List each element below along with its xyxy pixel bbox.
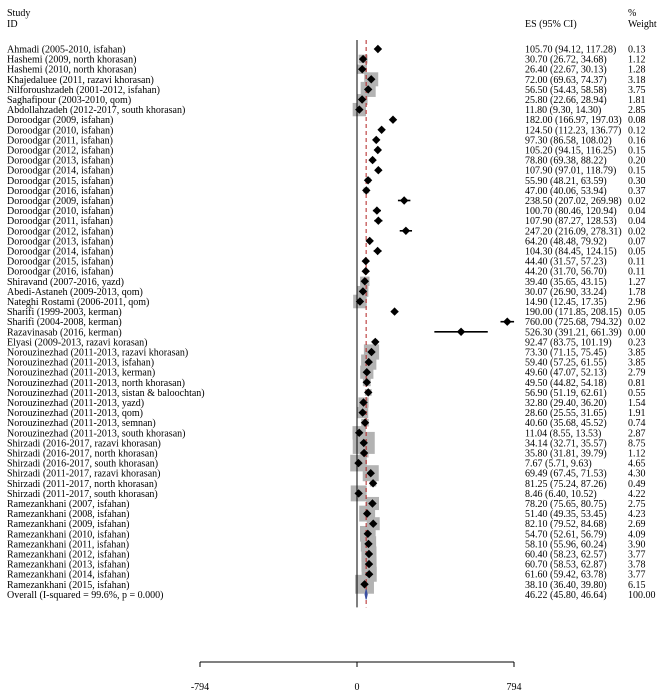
study-weight: 0.13: [628, 44, 646, 56]
x-tick-label: -794: [190, 682, 210, 693]
study-label: Norouzinezhad (2011-2013, kerman): [7, 367, 156, 379]
effect-size-ci: 47.00 (40.06, 53.94): [525, 185, 607, 197]
effect-size-ci: 81.25 (75.24, 87.26): [525, 478, 607, 490]
study-weight: 3.78: [628, 559, 646, 571]
effect-size-ci: 11.04 (8.55, 13.53): [525, 428, 602, 440]
effect-size-ci: 124.50 (112.23, 136.77): [525, 125, 622, 137]
study-label: Elyasi (2009-2013, razavi korasan): [7, 337, 148, 349]
study-weight: 3.75: [628, 84, 646, 96]
study-label: Ramezankhani (2011, isfahan): [7, 539, 130, 551]
study-label: Shiravand (2007-2016, yazd): [7, 276, 124, 288]
study-weight: 0.02: [628, 317, 646, 329]
study-weight: 0.20: [628, 155, 646, 167]
study-label: Doroodgar (2013, isfahan): [7, 236, 114, 248]
estimate-marker: [390, 307, 398, 315]
effect-size-ci: 104.30 (84.45, 124.15): [525, 246, 617, 258]
study-weight: 2.96: [628, 297, 646, 308]
study-weight: 3.77: [628, 549, 646, 561]
study-label: Ahmadi (2005-2010, isfahan): [7, 44, 126, 56]
study-weight: 0.12: [628, 125, 646, 137]
effect-size-ci: 61.60 (59.42, 63.78): [525, 569, 607, 581]
effect-size-ci: 190.00 (171.85, 208.15): [525, 307, 622, 319]
study-label: Doroodgar (2012, isfahan): [7, 145, 114, 157]
study-label: Doroodgar (2016, isfahan): [7, 185, 114, 197]
effect-size-ci: 56.50 (54.43, 58.58): [525, 84, 607, 96]
overall-effect-size-ci: 46.22 (45.80, 46.64): [525, 589, 607, 601]
study-weight: 2.87: [628, 428, 646, 440]
study-label: Norouzinezhad (2011-2013, sistan & baloochtan): [7, 387, 205, 399]
study-weight: 0.30: [628, 175, 646, 187]
estimate-marker: [368, 156, 376, 164]
study-weight: 0.02: [628, 196, 646, 207]
study-weight: 0.00: [628, 327, 646, 339]
study-weight: 2.85: [628, 105, 646, 117]
study-weight: 2.75: [628, 499, 646, 510]
weight-pct-label: %: [628, 8, 637, 19]
study-label: Ramezankhani (2009, isfahan): [7, 519, 130, 531]
estimate-marker: [373, 206, 381, 214]
study-label: Norouzinezhad (2011-2013, yazd): [7, 398, 145, 409]
id-label: ID: [7, 19, 18, 30]
effect-size-ci: 60.70 (58.53, 62.87): [525, 559, 607, 571]
study-weight: 0.05: [628, 307, 646, 319]
estimate-marker: [402, 227, 410, 235]
estimate-marker: [362, 257, 370, 265]
study-label: Sharifi (2004-2008, kerman): [7, 317, 122, 329]
effect-size-ci: 60.40 (58.23, 62.57): [525, 549, 607, 561]
study-weight: 0.02: [628, 226, 646, 238]
estimate-marker: [503, 318, 511, 326]
estimate-marker: [364, 176, 372, 184]
study-weight: 8.75: [628, 438, 646, 450]
effect-size-ci: 8.46 (6.40, 10.52): [525, 488, 597, 500]
study-weight: 0.23: [628, 337, 646, 349]
effect-size-ci: 55.90 (48.21, 63.59): [525, 175, 607, 187]
study-weight: 4.22: [628, 488, 646, 500]
study-label: Norouzinezhad (2011-2013, isfahan): [7, 357, 155, 369]
study-weight: 2.79: [628, 367, 646, 379]
effect-size-ci: 49.60 (47.07, 52.13): [525, 367, 607, 379]
study-weight: 1.12: [628, 448, 646, 460]
study-label: Doroodgar (2014, isfahan): [7, 246, 114, 258]
overall-weight: 100.00: [628, 589, 656, 601]
study-weight: 4.23: [628, 509, 646, 521]
study-weight: 1.81: [628, 95, 646, 106]
study-label: Doroodgar (2012, isfahan): [7, 226, 114, 238]
study-label: Ramezankhani (2015, isfahan): [7, 579, 130, 591]
estimate-marker: [389, 116, 397, 124]
effect-size-ci: 78.20 (75.65, 80.75): [525, 499, 607, 510]
study-label: Ramezankhani (2012, isfahan): [7, 549, 130, 561]
effect-size-ci: 38.10 (36.40, 39.80): [525, 579, 607, 591]
study-label: Doroodgar (2011, isfahan): [7, 135, 113, 147]
study-label: Shirzadi (2011-2017, razavi khorasan): [7, 468, 161, 480]
study-weight: 0.81: [628, 377, 646, 389]
study-label: Razavinasab (2016, kerman): [7, 327, 122, 339]
effect-size-ci: 760.00 (725.68, 794.32): [525, 317, 622, 329]
study-weight: 0.11: [628, 266, 646, 278]
effect-size-ci: 72.00 (69.63, 74.37): [525, 74, 607, 86]
estimate-marker: [374, 146, 382, 154]
study-label: Shirzadi (2011-2017, south khorasan): [7, 488, 158, 500]
x-tick-label: 0: [354, 682, 360, 693]
study-label: Hashemi (2010, north khorasan): [7, 64, 137, 76]
effect-size-ci: 32.80 (29.40, 36.20): [525, 398, 607, 409]
study-label: Study: [7, 8, 31, 19]
study-label: Doroodgar (2009, isfahan): [7, 196, 114, 207]
study-label: Abdollahzadeh (2012-2017, south khorasan): [7, 105, 186, 117]
study-weight: 1.27: [628, 276, 646, 288]
effect-size-ci: 64.20 (48.48, 79.92): [525, 236, 607, 248]
effect-size-ci: 78.80 (69.38, 88.22): [525, 155, 607, 167]
study-label: Ramezankhani (2013, isfahan): [7, 559, 130, 571]
effect-size-ci: 107.90 (97.01, 118.79): [525, 165, 617, 177]
effect-size-ci: 30.70 (26.72, 34.68): [525, 54, 607, 66]
effect-size-ci: 107.90 (87.27, 128.53): [525, 216, 617, 228]
study-label: Saghafipour (2003-2010, qom): [7, 95, 132, 106]
estimate-marker: [377, 126, 385, 134]
weight-boxes: [350, 47, 509, 594]
weight-label: Weight: [628, 19, 657, 30]
effect-size-ci: 56.90 (51.19, 62.61): [525, 387, 607, 399]
study-weight: 1.28: [628, 64, 646, 76]
study-label: Doroodgar (2015, isfahan): [7, 256, 114, 268]
study-weight: 0.05: [628, 246, 646, 258]
study-weight: 0.15: [628, 165, 646, 177]
effect-size-ci: 30.07 (26.90, 33.24): [525, 286, 607, 298]
estimate-marker: [374, 217, 382, 225]
study-label: Shirzadi (2011-2017, north khorasan): [7, 478, 158, 490]
study-label: Sharifi (1999-2003, kerman): [7, 307, 122, 319]
estimate-marker: [365, 237, 373, 245]
study-label: Doroodgar (2013, isfahan): [7, 155, 114, 167]
study-label: Doroodgar (2010, isfahan): [7, 206, 114, 218]
study-label: Ramezankhani (2014, isfahan): [7, 569, 130, 581]
study-label: Norouzinezhad (2011-2013, north khorasan): [7, 377, 185, 389]
study-weight: 1.91: [628, 408, 646, 420]
study-label: Norouzinezhad (2011-2013, semnan): [7, 418, 156, 430]
effect-size-ci: 97.30 (86.58, 108.02): [525, 135, 612, 147]
study-weight: 3.90: [628, 539, 646, 551]
study-weight: 3.77: [628, 569, 646, 581]
study-weight: 2.69: [628, 519, 646, 531]
study-weight: 0.04: [628, 206, 646, 218]
study-weight: 3.85: [628, 347, 646, 359]
es-label: ES (95% CI): [525, 19, 577, 30]
x-tick-label: 794: [506, 682, 522, 693]
overall-diamond: [365, 589, 367, 599]
effect-size-ci: 105.70 (94.12, 117.28): [525, 44, 617, 56]
study-label: Doroodgar (2010, isfahan): [7, 125, 114, 137]
effect-size-ci: 7.67 (5.71, 9.63): [525, 458, 592, 470]
study-label: Khajedaluee (2011, razavi khorasan): [7, 74, 154, 86]
study-weight: 6.15: [628, 579, 646, 591]
effect-size-ci: 34.14 (32.71, 35.57): [525, 438, 607, 450]
effect-size-ci: 11.80 (9.30, 14.30): [525, 105, 602, 117]
estimate-marker: [372, 136, 380, 144]
study-weight: 0.37: [628, 185, 646, 197]
estimate-marker: [374, 166, 382, 174]
study-weight: 4.09: [628, 529, 646, 541]
effect-size-ci: 59.40 (57.25, 61.55): [525, 357, 607, 369]
effect-size-ci: 49.50 (44.82, 54.18): [525, 377, 607, 389]
study-label: Hashemi (2009, north khorasan): [7, 54, 137, 66]
effect-size-ci: 105.20 (94.15, 116.25): [525, 145, 617, 157]
effect-size-ci: 182.00 (166.97, 197.03): [525, 115, 622, 127]
effect-size-ci: 26.40 (22.67, 30.13): [525, 64, 607, 76]
estimate-marker: [362, 186, 370, 194]
study-label: Ramezankhani (2008, isfahan): [7, 509, 130, 521]
study-label: Norouzinezhad (2011-2013, south khorasan): [7, 428, 186, 440]
estimate-marker: [374, 45, 382, 53]
study-weight: 1.78: [628, 286, 646, 298]
effect-size-ci: 92.47 (83.75, 101.19): [525, 337, 612, 349]
study-label: Doroodgar (2015, isfahan): [7, 175, 114, 187]
effect-size-ci: 526.30 (391.21, 661.39): [525, 327, 622, 339]
study-label: Nateghi Rostami (2006-2011, qom): [7, 297, 150, 308]
effect-size-ci: 40.60 (35.68, 45.52): [525, 418, 607, 430]
effect-size-ci: 25.80 (22.66, 28.94): [525, 95, 607, 106]
study-label: Ramezankhani (2007, isfahan): [7, 499, 130, 510]
study-weight: 0.74: [628, 418, 646, 430]
study-label: Norouzinezhad (2011-2013, qom): [7, 408, 143, 420]
estimate-marker: [457, 328, 465, 336]
study-label: Doroodgar (2014, isfahan): [7, 165, 114, 177]
overall-label: Overall (I-squared = 99.6%, p = 0.000): [7, 589, 164, 601]
effect-size-ci: 35.80 (31.81, 39.79): [525, 448, 607, 460]
study-weight: 3.18: [628, 74, 646, 86]
estimate-marker: [362, 267, 370, 275]
estimate-marker: [373, 247, 381, 255]
effect-size-ci: 238.50 (207.02, 269.98): [525, 196, 622, 207]
estimate-marker: [400, 196, 408, 204]
effect-size-ci: 14.90 (12.45, 17.35): [525, 297, 607, 308]
study-weight: 0.15: [628, 145, 646, 157]
study-label: Doroodgar (2016, isfahan): [7, 266, 114, 278]
study-weight: 1.12: [628, 54, 646, 66]
effect-size-ci: 82.10 (79.52, 84.68): [525, 519, 607, 531]
x-axis: [191, 662, 522, 693]
study-label: Norouzinezhad (2011-2013, razavi khorasan): [7, 347, 189, 359]
study-label: Shirzadi (2016-2017, north khorasan): [7, 448, 158, 460]
study-weight: 0.11: [628, 256, 646, 268]
effect-size-ci: 28.60 (25.55, 31.65): [525, 408, 607, 420]
study-weight: 0.16: [628, 135, 646, 147]
effect-size-ci: 54.70 (52.61, 56.79): [525, 529, 607, 541]
effect-size-ci: 58.10 (55.96, 60.24): [525, 539, 607, 551]
effect-size-ci: 39.40 (35.65, 43.15): [525, 276, 607, 288]
study-label: Shirzadi (2016-2017, south khorasan): [7, 458, 159, 470]
study-weight: 3.85: [628, 357, 646, 369]
effect-size-ci: 51.40 (49.35, 53.45): [525, 509, 607, 521]
study-weight: 4.30: [628, 468, 646, 480]
study-label: Abedi-Astaneh (2009-2013, qom): [7, 286, 143, 298]
study-weight: 0.55: [628, 387, 646, 399]
study-label: Nilforoushzadeh (2001-2012, isfahan): [7, 84, 161, 96]
effect-size-ci: 44.40 (31.57, 57.23): [525, 256, 607, 268]
study-label: Ramezankhani (2010, isfahan): [7, 529, 130, 541]
study-label: Doroodgar (2009, isfahan): [7, 115, 114, 127]
study-weight: 0.04: [628, 216, 646, 228]
study-weight: 0.07: [628, 236, 646, 248]
study-weight: 0.49: [628, 478, 646, 490]
effect-size-ci: 69.49 (67.45, 71.53): [525, 468, 607, 480]
effect-size-ci: 44.20 (31.70, 56.70): [525, 266, 607, 278]
study-rows: [7, 45, 656, 601]
study-weight: 0.08: [628, 115, 646, 127]
study-label: Doroodgar (2011, isfahan): [7, 216, 113, 228]
effect-size-ci: 247.20 (216.09, 278.31): [525, 226, 622, 238]
study-label: Shirzadi (2016-2017, razavi khorasan): [7, 438, 161, 450]
effect-size-ci: 100.70 (80.46, 120.94): [525, 206, 617, 218]
effect-size-ci: 73.30 (71.15, 75.45): [525, 347, 607, 359]
study-weight: 1.54: [628, 398, 646, 409]
study-weight: 4.65: [628, 458, 646, 470]
